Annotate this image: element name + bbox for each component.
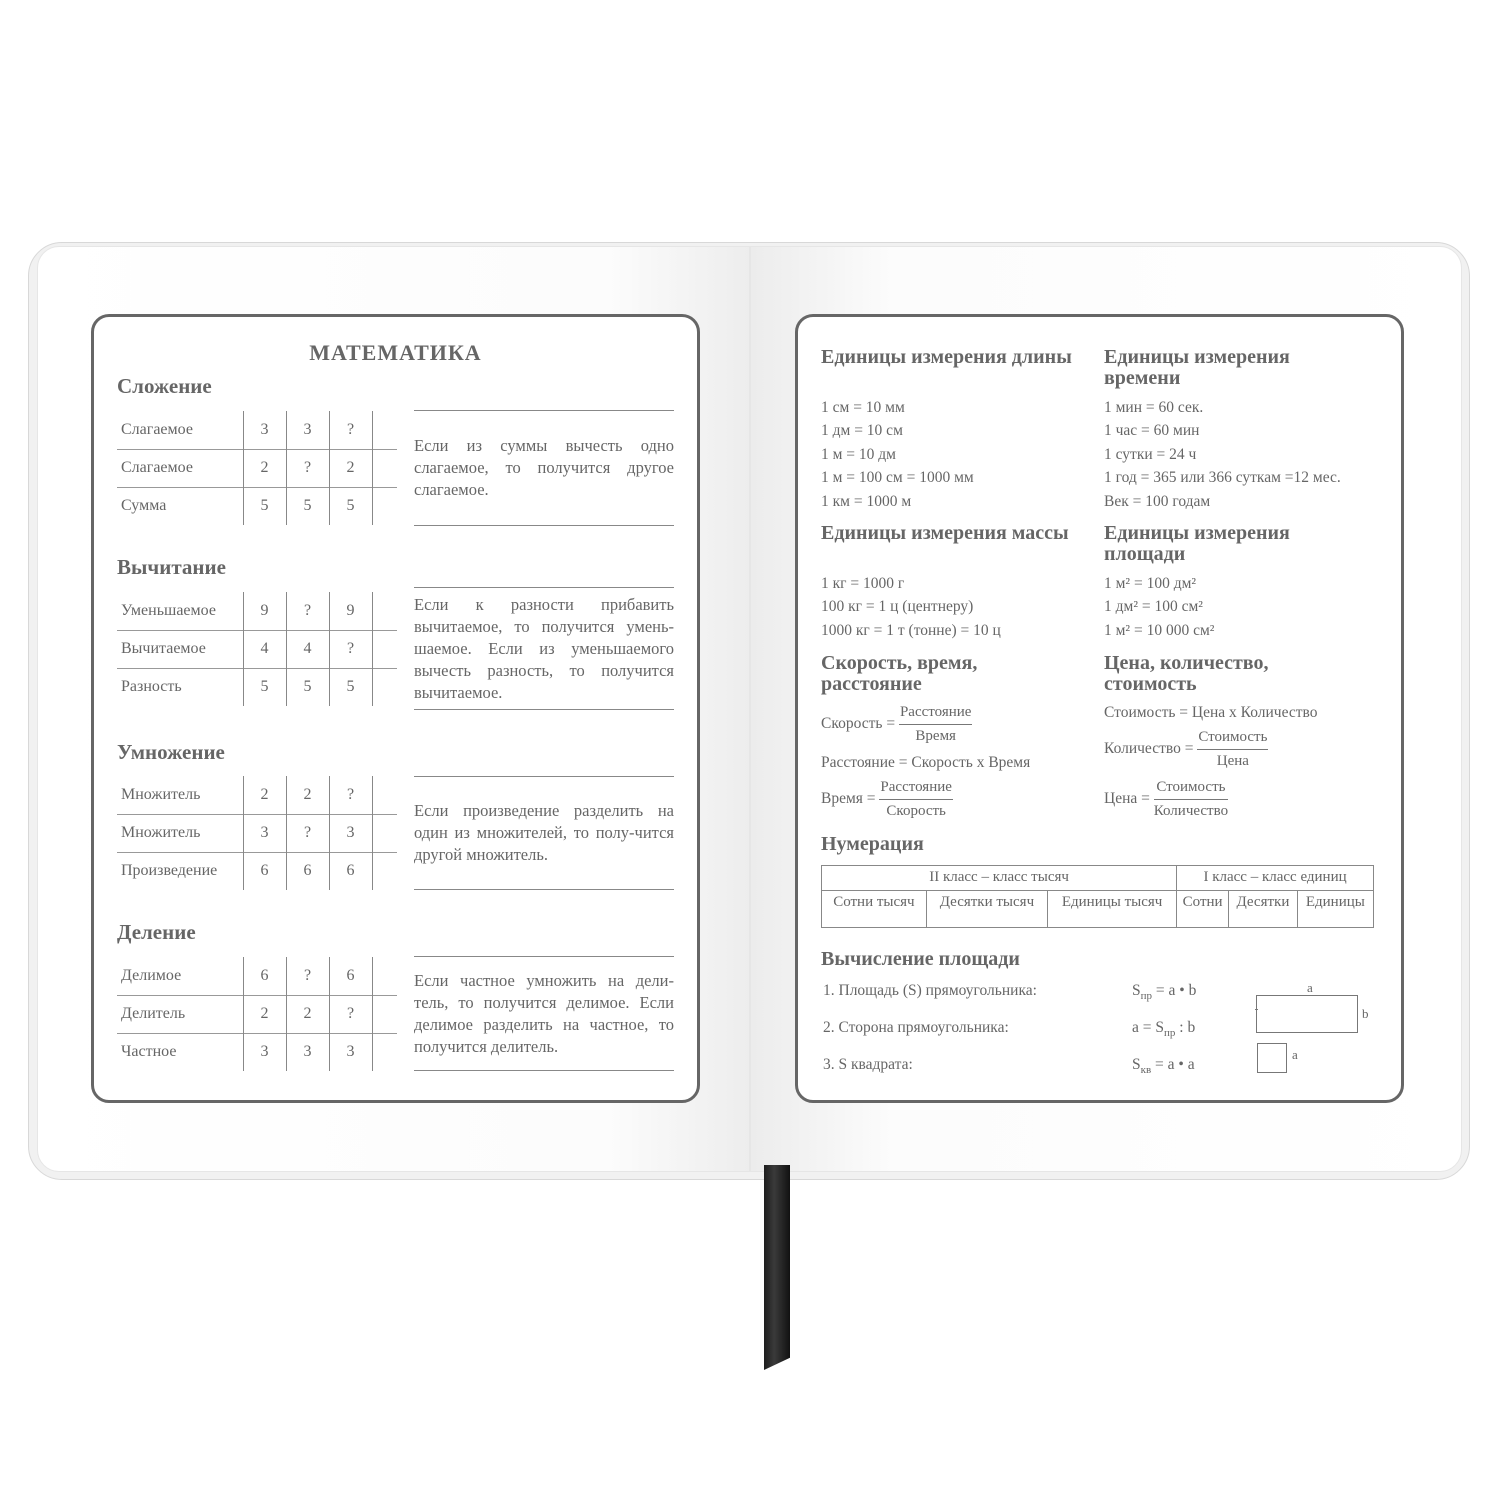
table-cell: 2 (286, 776, 329, 814)
col-hundreds-thousands: Сотни тысяч (822, 891, 927, 928)
col-units: Единицы (1297, 891, 1373, 928)
formula-speed: Скорость = $\frac{\text{Расстояние}}{\text{Время}}$ (821, 704, 972, 744)
area-formula-1: $S_{пр} = a$ • b (1132, 982, 1197, 1003)
table-spacer (372, 776, 397, 814)
table-spacer (372, 449, 397, 487)
row-label: Сумма (117, 487, 243, 525)
col-tens: Десятки (1229, 891, 1298, 928)
heading-addition: Сложение (117, 374, 212, 398)
row-label: Уменьшаемое (121, 601, 216, 619)
heading-speed: Скорость, время, расстояние (821, 652, 978, 695)
time-line: 1 год = 365 или 366 суткам =12 мес. (1104, 469, 1341, 487)
table-cell: 5 (286, 668, 329, 706)
numeration-table (821, 865, 1374, 928)
area-line: 1 м² = 10 000 см² (1104, 621, 1215, 639)
time-line: 1 час = 60 мин (1104, 422, 1200, 440)
class-units: I класс – класс единиц (1177, 866, 1374, 891)
rule-text: Если произведение разделить на один из множителей, то полу-чится другой множитель. (414, 801, 674, 864)
formula-time: Время = $\frac{\text{Расстояние}}{\text{Скорость}}$ (821, 779, 952, 819)
row-label: Вычитаемое (117, 630, 243, 668)
division-table (117, 957, 397, 1071)
table-spacer (372, 668, 397, 706)
table-row (117, 449, 397, 487)
table-cell: 2 (329, 449, 372, 487)
table-cell: 5 (286, 487, 329, 525)
table-cell: ? (286, 449, 329, 487)
table-cell: 3 (286, 1033, 329, 1071)
table-cell: 5 (243, 668, 286, 706)
table-cell: 3 (243, 1033, 286, 1071)
heading-mass: Единицы измерения массы (821, 522, 1069, 544)
col-hundreds: Сотни (1177, 891, 1229, 928)
table-cell: ? (329, 776, 372, 814)
table-spacer (372, 852, 397, 890)
row-label: Множитель (117, 814, 243, 852)
table-cell: 6 (329, 957, 372, 995)
col-tens-thousands: Десятки тысяч (926, 891, 1047, 928)
table-cell: 5 (329, 487, 372, 525)
table-spacer (372, 1033, 397, 1071)
division-rule (414, 956, 674, 1071)
table-spacer (372, 411, 397, 449)
table-cell: 4 (243, 630, 286, 668)
mass-line: 1000 кг = 1 т (тонне) = 10 ц (821, 621, 1001, 639)
table-cell: 5 (243, 487, 286, 525)
formula-distance: Расстояние = Скорость х Время (821, 754, 1031, 771)
table-cell: 6 (329, 852, 372, 890)
heading-division: Деление (117, 920, 196, 944)
row-label: Множитель (121, 785, 201, 803)
row-label: Делимое (121, 966, 182, 984)
mass-line: 100 кг = 1 ц (центнеру) (821, 598, 974, 616)
heading-price: Цена, количество, стоимость (1104, 652, 1269, 695)
table-cell: ? (329, 630, 372, 668)
area-item-2: 2. Сторона прямоугольника: (823, 1019, 1009, 1036)
formula-quantity: Количество = $\frac{\text{Стоимость}}{\text{Цена}}$ (1104, 729, 1268, 769)
time-line: Век = 100 годам (1104, 492, 1211, 510)
addition-rule (414, 410, 674, 526)
rule-text: Если к разности прибавить вычитаемое, то получится умень-шаемое. Если из уменьшаемого вычесть разность, то получится вычитаемое. (414, 594, 674, 702)
table-cell: ? (286, 957, 329, 995)
rect-side-a-label: a (1307, 980, 1313, 995)
table-cell: 2 (243, 995, 286, 1033)
heading-area-calc: Вычисление площади (821, 948, 1020, 970)
table-row (117, 487, 397, 525)
table-spacer (372, 630, 397, 668)
heading-multiplication: Умножение (117, 740, 225, 764)
table-row (117, 411, 397, 449)
area-line: 1 м² = 100 дм² (1104, 575, 1197, 592)
col-units-thousands: Единицы тысяч (1048, 891, 1177, 928)
heading-length: Единицы измерения длины (821, 346, 1072, 368)
table-cell: 6 (243, 852, 286, 890)
row-label: Разность (117, 668, 243, 706)
rectangle-figure (1256, 995, 1358, 1033)
heading-subtraction: Вычитание (117, 555, 226, 579)
row-label: Делитель (117, 995, 243, 1033)
table-cell: 6 (243, 957, 286, 995)
subtraction-table (117, 592, 397, 706)
length-line: 1 м = 10 дм (821, 445, 896, 463)
length-line: 1 м = 100 см = 1000 мм (821, 469, 974, 487)
table-cell: 3 (286, 411, 329, 449)
row-label: Слагаемое (117, 449, 243, 487)
table-row (117, 776, 397, 814)
rect-tick (1255, 1009, 1258, 1010)
formula-cost: Стоимость = Цена х Количество (1104, 704, 1318, 721)
table-cell: 2 (243, 449, 286, 487)
length-line: 1 дм = 10 см (821, 422, 903, 440)
subtraction-rule (414, 587, 674, 710)
table-cell: 4 (286, 630, 329, 668)
time-line: 1 мин = 60 сек. (1104, 399, 1204, 416)
table-cell: 9 (243, 592, 286, 630)
table-cell: ? (286, 592, 329, 630)
table-spacer (372, 957, 397, 995)
table-cell: 3 (329, 1033, 372, 1071)
bookmark-ribbon (764, 1165, 790, 1370)
length-line: 1 км = 1000 м (821, 492, 912, 510)
length-line: 1 см = 10 мм (821, 399, 905, 416)
table-spacer (372, 487, 397, 525)
table-spacer (372, 814, 397, 852)
row-label: Слагаемое (121, 420, 193, 438)
row-label: Произведение (117, 852, 243, 890)
area-formula-3: $S_{кв} = a$ • a (1132, 1056, 1195, 1077)
mass-line: 1 кг = 1000 г (821, 575, 905, 592)
table-row (117, 814, 397, 852)
table-cell: 3 (329, 814, 372, 852)
square-figure (1257, 1043, 1287, 1073)
rect-side-b-label: b (1362, 1006, 1369, 1021)
table-row (117, 1033, 397, 1071)
table-spacer (372, 592, 397, 630)
area-item-1: 1. Площадь (S) прямоугольника: (823, 982, 1037, 999)
table-cell: 3 (243, 814, 286, 852)
multiplication-table (117, 776, 397, 890)
multiplication-rule (414, 776, 674, 890)
time-line: 1 сутки = 24 ч (1104, 445, 1197, 463)
heading-time: Единицы измерения времени (1104, 346, 1290, 389)
rule-text: Если из суммы вычесть одно слагаемое, то получится другое слагаемое. (414, 436, 674, 499)
table-cell: 2 (286, 995, 329, 1033)
rule-text: Если частное умножить на дели-тель, то получится делимое. Если делимое разделить на частное, то получится делитель. (414, 970, 674, 1056)
class-thousands: II класс – класс тысяч (822, 866, 1177, 891)
table-cell: 3 (243, 411, 286, 449)
page-title: МАТЕМАТИКА (309, 340, 482, 365)
table-cell: 2 (243, 776, 286, 814)
table-cell: 5 (329, 668, 372, 706)
table-row (117, 852, 397, 890)
row-label: Частное (117, 1033, 243, 1071)
square-side-label: a (1292, 1047, 1298, 1062)
table-cell: 6 (286, 852, 329, 890)
table-row (117, 592, 397, 630)
table-spacer (372, 995, 397, 1033)
formula-price: Цена = $\frac{\text{Стоимость}}{\text{Количество}}$ (1104, 779, 1229, 819)
table-row (117, 668, 397, 706)
addition-table (117, 411, 397, 525)
table-row (117, 630, 397, 668)
table-cell: ? (329, 411, 372, 449)
heading-numeration: Нумерация (821, 833, 924, 855)
table-cell: ? (286, 814, 329, 852)
area-item-3: 3. S квадрата: (823, 1056, 913, 1073)
table-row (117, 957, 397, 995)
area-line: 1 дм² = 100 см² (1104, 598, 1203, 616)
table-row (117, 995, 397, 1033)
table-cell: 9 (329, 592, 372, 630)
table-cell: ? (329, 995, 372, 1033)
heading-area: Единицы измерения площади (1104, 522, 1290, 565)
area-formula-2: $a = S_{пр}$ : b (1132, 1019, 1196, 1040)
